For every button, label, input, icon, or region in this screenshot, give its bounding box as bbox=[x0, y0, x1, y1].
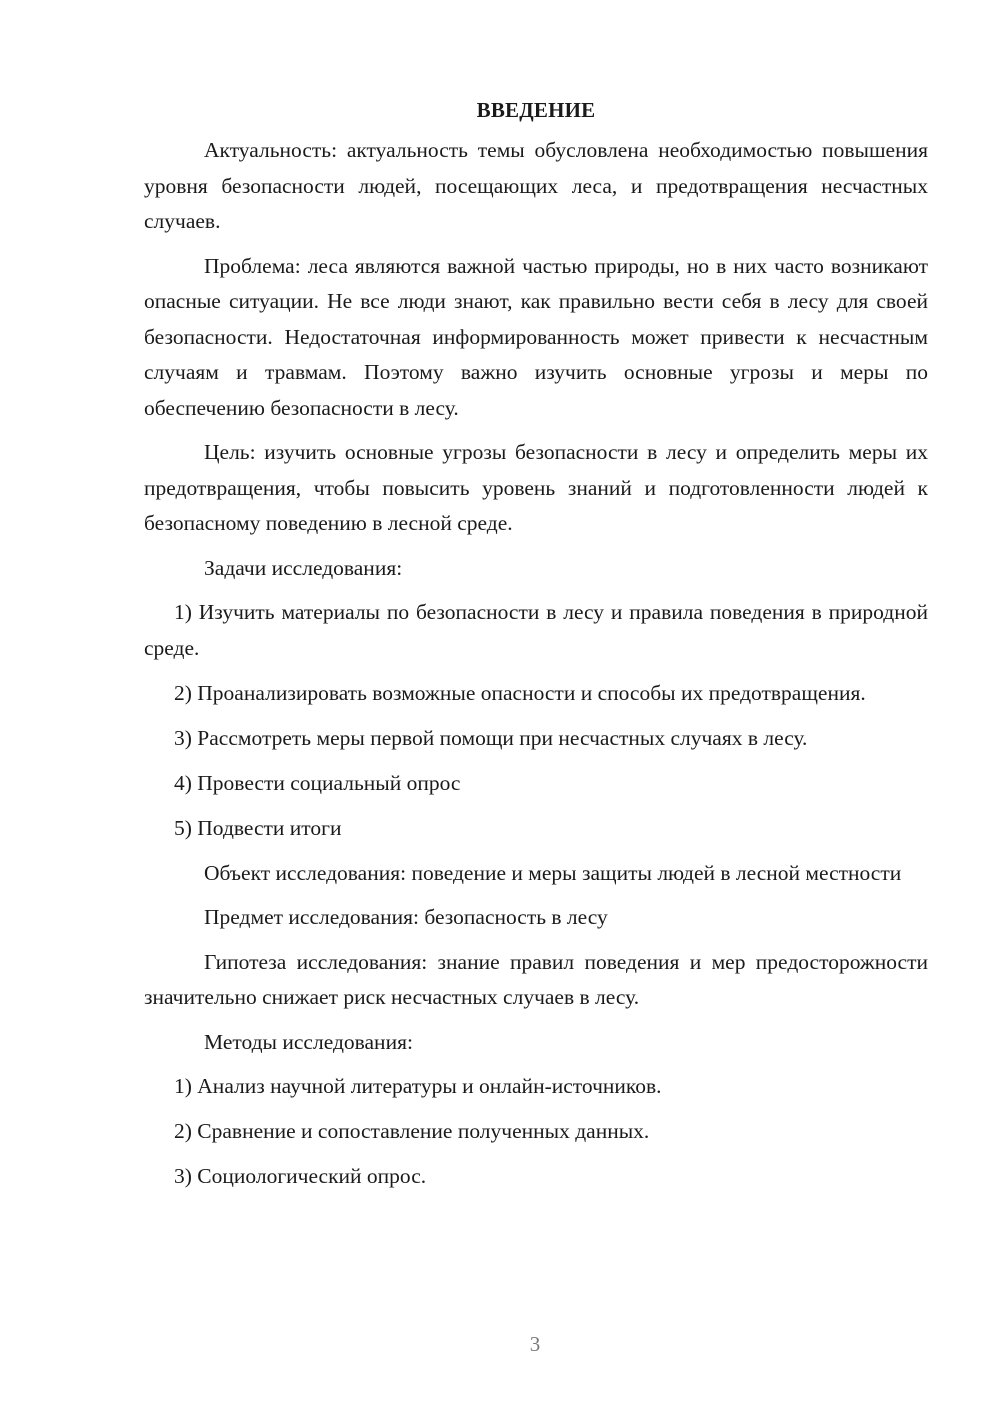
paragraph-object: Объект исследования: поведение и меры защиты людей в лесной местности bbox=[204, 860, 902, 885]
task-item-1: 1) Изучить материалы по безопасности в лесу и правила поведения в природной среде. bbox=[144, 600, 928, 660]
methods-heading: Методы исследования: bbox=[204, 1029, 413, 1054]
paragraph-hypothesis: Гипотеза исследования: знание правил поведения и мер предосторожности значительно снижает риск несчастных случаев в лесу. bbox=[144, 949, 928, 1009]
page-content bbox=[144, 92, 928, 1204]
method-item-3: 3) Социологический опрос. bbox=[174, 1164, 427, 1188]
page-number: 3 bbox=[529, 1332, 541, 1356]
task-item-3: 3) Рассмотреть меры первой помощи при несчастных случаях в лесу. bbox=[174, 725, 808, 750]
task-item-4: 4) Провести социальный опрос bbox=[174, 770, 461, 795]
method-item-2: 2) Сравнение и сопоставление полученных данных. bbox=[174, 1119, 650, 1143]
page-title: ВВЕДЕНИЕ bbox=[476, 98, 596, 122]
method-item-1: 1) Анализ научной литературы и онлайн-источников. bbox=[174, 1074, 662, 1098]
task-item-5: 5) Подвести итоги bbox=[174, 815, 342, 840]
tasks-heading: Задачи исследования: bbox=[204, 555, 403, 580]
paragraph-relevance: Актуальность: актуальность темы обусловлена необходимостью повышения уровня безопасности людей, посещающих леса, и предотвращения несчастных случаев. bbox=[144, 138, 928, 233]
paragraph-subject: Предмет исследования: безопасность в лесу bbox=[204, 905, 608, 929]
task-item-2: 2) Проанализировать возможные опасности и способы их предотвращения. bbox=[174, 680, 866, 705]
paragraph-goal: Цель: изучить основные угрозы безопасности в лесу и определить меры их предотвращения, чтобы повысить уровень знаний и подготовленности людей к безопасному поведению в лесной среде. bbox=[144, 440, 928, 535]
paragraph-problem: Проблема: леса являются важной частью природы, но в них часто возникают опасные ситуации. Не все люди знают, как правильно вести себя в лесу для своей безопасности. Недостаточная информированность может привести к несчастным случаям и травмам. Поэтому важно изучить основные угрозы и меры по обеспечению безопасности в лесу. bbox=[144, 253, 928, 420]
